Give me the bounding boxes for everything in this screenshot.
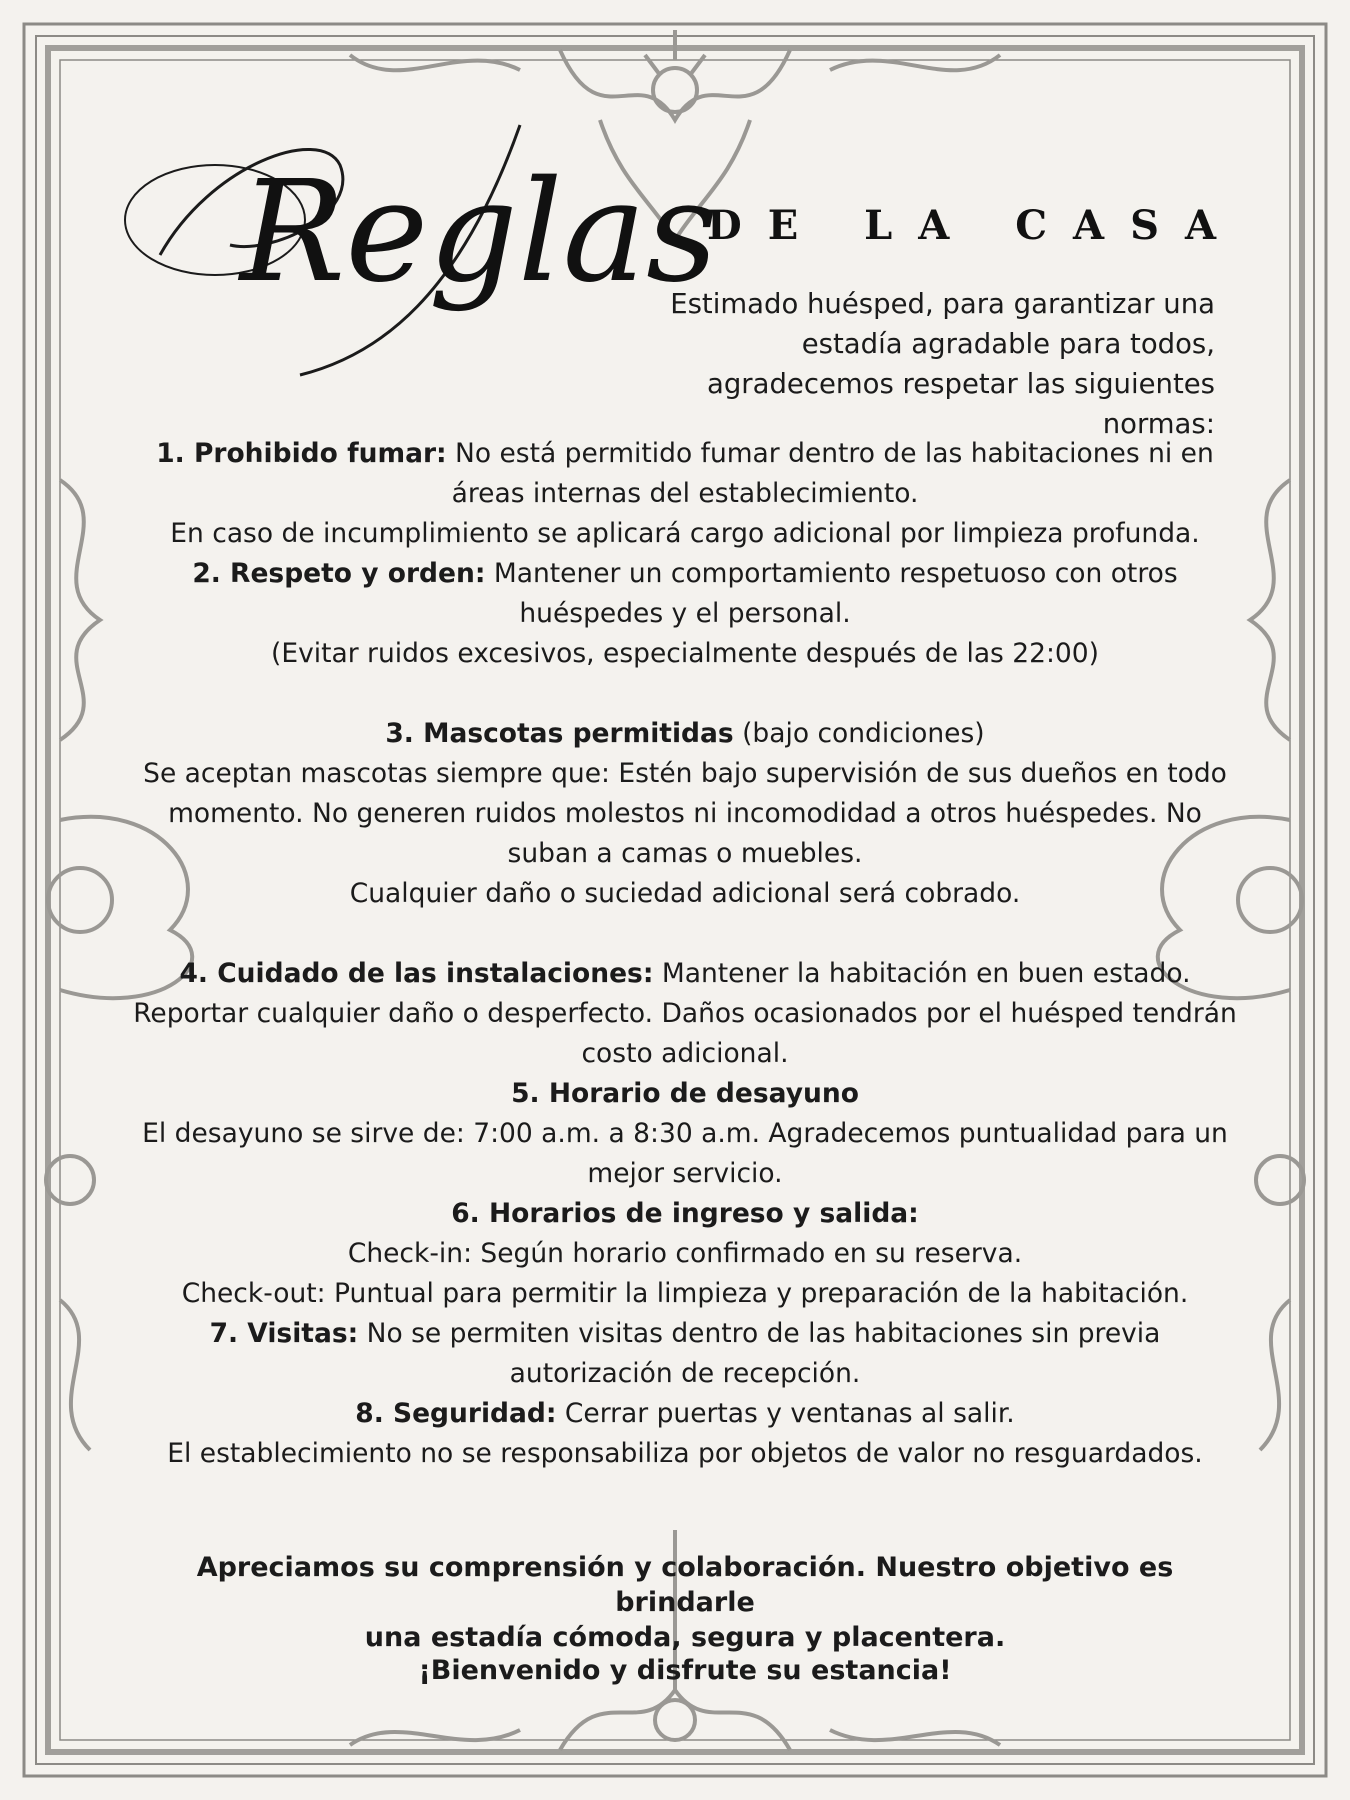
rule-6-heading-text: 6. Horarios de ingreso y salida:: [451, 1198, 919, 1229]
rule-8: [130, 1394, 1240, 1434]
title-script-text: Reglas: [240, 151, 718, 314]
rule-4: [130, 954, 1240, 1074]
rules-list: [130, 434, 1240, 1474]
rule-7-text: No se permiten visitas dentro de las habitaciones sin previa autorización de recepción.: [358, 1318, 1161, 1389]
page-subtitle: DE LA CASA: [707, 202, 1242, 249]
rule-6-heading: [130, 1194, 1240, 1234]
rule-3-heading: 3. Mascotas permitidas: [385, 718, 734, 749]
rule-2-note: (Evitar ruidos excesivos, especialmente después de las 22:00): [270, 638, 1099, 669]
rule-4-heading: 4. Cuidado de las instalaciones:: [179, 958, 654, 989]
closing-line-1: Apreciamos su comprensión y colaboración. Nuestro objetivo es brindarle: [196, 1552, 1174, 1618]
rule-8-note: El establecimiento no se responsabiliza por objetos de valor no resguardados.: [167, 1438, 1203, 1469]
rule-5-heading: [130, 1074, 1240, 1114]
rule-1-text: No está permitido fumar dentro de las habitaciones ni en áreas internas del establecimiento.: [446, 438, 1214, 509]
rule-2-heading: 2. Respeto y orden:: [192, 558, 486, 589]
rule-4-text: Mantener la habitación en buen estado. Reportar cualquier daño o desperfecto. Daños ocasionados por el huésped tendrán costo adicional.: [133, 958, 1237, 1069]
title-script-word: [120, 105, 718, 390]
rule-6-checkout: Check-out: Puntual para permitir la limpieza y preparación de la habitación.: [181, 1278, 1189, 1309]
rule-8-text: Cerrar puertas y ventanas al salir.: [556, 1398, 1015, 1429]
rule-3-text: Se aceptan mascotas siempre que: Estén bajo supervisión de sus dueños en todo momento. No generen ruidos molestos ni incomodidad a otros huéspedes. No suban a camas o muebles.: [143, 758, 1227, 869]
rule-3-tail: (bajo condiciones): [733, 718, 985, 749]
closing-message: [130, 1550, 1240, 1655]
rule-3-note: Cualquier daño o suciedad adicional será cobrado.: [349, 878, 1021, 909]
rule-1-note: En caso de incumplimiento se aplicará cargo adicional por limpieza profunda.: [170, 518, 1200, 549]
rule-1: [130, 434, 1240, 514]
intro-paragraph: Estimado huésped, para garantizar una estadía agradable para todos, agradecemos respetar las siguientes normas:: [670, 288, 1215, 440]
rule-7-heading: 7. Visitas:: [209, 1318, 359, 1349]
rule-8-heading: 8. Seguridad:: [355, 1398, 557, 1429]
rule-1-heading: 1. Prohibido fumar:: [156, 438, 447, 469]
rule-5-text: El desayuno se sirve de: 7:00 a.m. a 8:30 a.m. Agradecemos puntualidad para un mejor servicio.: [142, 1118, 1228, 1189]
rule-2: [130, 554, 1240, 634]
rule-6-checkin: Check-in: Según horario confirmado en su reserva.: [347, 1238, 1023, 1269]
rule-5-heading-text: 5. Horario de desayuno: [511, 1078, 859, 1109]
welcome-message: ¡Bienvenido y disfrute su estancia!: [418, 1655, 952, 1686]
rule-2-text: Mantener un comportamiento respetuoso con otros huéspedes y el personal.: [485, 558, 1178, 629]
closing-line-2: una estadía cómoda, segura y placentera.: [364, 1622, 1006, 1653]
rule-7: [130, 1314, 1240, 1394]
rule-3: [130, 714, 1240, 754]
